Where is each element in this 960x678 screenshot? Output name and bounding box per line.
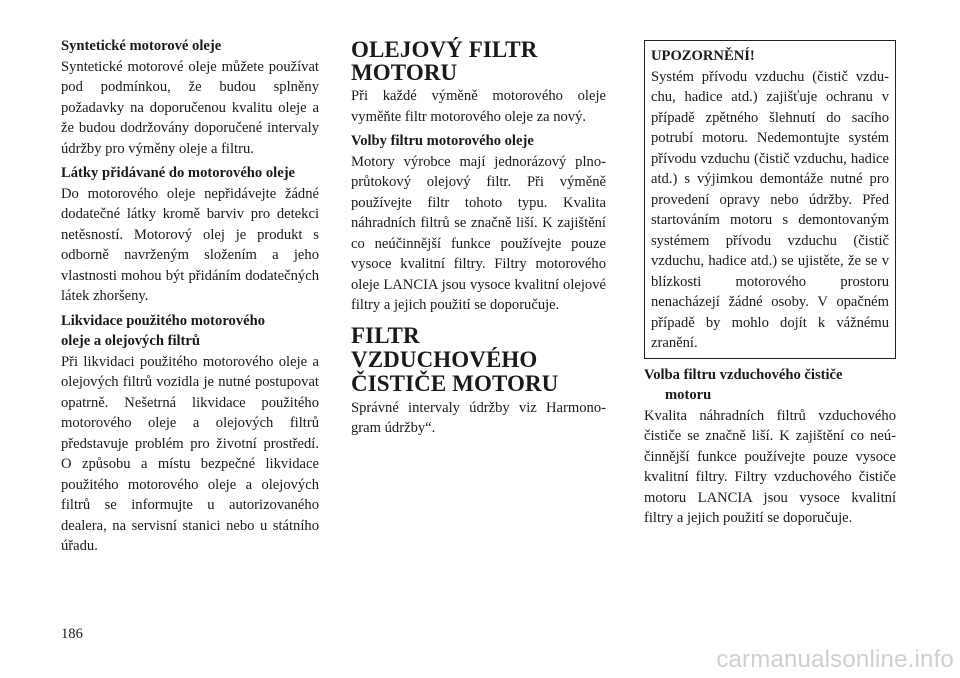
section-title-air-filter-choice bbox=[644, 365, 896, 406]
paragraph-air-cleaner-intervals: Správné intervaly údržby viz Harmonogram údržby“. bbox=[351, 399, 606, 436]
page-number: 186 bbox=[61, 626, 83, 642]
section-title-oil-disposal-line2: oleje a olejových filtrů bbox=[61, 333, 201, 349]
column-middle bbox=[351, 36, 606, 439]
paragraph-oil-filter-intro: Při každé výměně motorového oleje vyměňte filtr motorového oleje za nový. bbox=[351, 88, 606, 125]
paragraph-air-filter-choice: Kvalita náhradních filtrů vzduchového čističe se značně liší. K zajištění co neúčinnější funkce používejte pouze vysoce kvalitní filtry. Filtry vzduchového čističe motoru LANCIA jsou vysoce kvalitní filtry a jejich použití se doporučuje. bbox=[644, 407, 896, 526]
heading-oil-filter: OLEJOVÝ FILTR MOTORU bbox=[351, 37, 538, 85]
column-right bbox=[644, 36, 896, 529]
heading-air-cleaner-filter bbox=[351, 324, 606, 396]
heading-air-cleaner-line1: FILTR VZDUCHOVÉHO bbox=[351, 322, 538, 372]
paragraph-oil-filter-choice: Motory výrobce mají jednorázový plnoprůtokový olejový filtr. Při výměně používejte filtr tohoto typu. Kvalita náhradních filtrů se značně liší. K zajištění co neúčinnější funkce používejte pouze vysoce kvalitní filtry. Filtry motorového oleje LANCIA jsou vysoce kvalitní olejové filtry a jejich použití se doporučuje. bbox=[351, 153, 606, 313]
section-title-air-filter-choice-line1: Volba filtru vzduchového čističe bbox=[644, 366, 843, 383]
watermark: carmanualsonline.info bbox=[716, 646, 954, 673]
section-title-air-filter-choice-line2: motoru bbox=[665, 387, 712, 403]
paragraph-oil-additives: Do motorového oleje nepřidávejte žádné dodatečné látky kromě barviv pro detekci netěsností. Motorový olej je produkt s odborně navrženým složením a jeho vlastnosti mohou být přidáním dodatečných látek zhoršeny. bbox=[61, 185, 319, 304]
section-title-oil-filter-choice: Volby filtru motorového oleje bbox=[351, 133, 534, 149]
warning-text: Systém přívodu vzduchu (čistič vzduchu, hadice atd.) zajišťuje ochranu v případě zpětného šlehnutí do sacího potrubí motoru. Nedemontujte systém přívodu vzduchu (čistič vzduchu, hadice atd.) s výjimkou demontáže nutné pro provedení opravy nebo údržby. Před startováním motoru s demontovaným systémem přívodu vzduchu (čistič vzduchu, hadice atd.) se ujistěte, že se v blízkosti motorového prostoru nenacházejí žádné osoby. V opačném případě by mohlo dojít k vážnému zranění. bbox=[651, 68, 889, 351]
section-title-oil-disposal-line1: Likvidace použitého motorového bbox=[61, 312, 266, 329]
warning-title: UPOZORNĚNÍ! bbox=[651, 48, 755, 64]
section-title-oil-disposal bbox=[61, 311, 319, 352]
warning-box bbox=[644, 40, 896, 359]
paragraph-oil-disposal: Při likvidaci použitého motorového oleje a olejových filtrů vozidla je nutné postupovat opatrně. Nešetrná likvidace použitého motorového oleje a olejových filtrů představuje problém pro životní prostředí. O způsobu a místu bezpečné likvidace použitého motorového oleje a olejových filtrů se informujte u autorizovaného dealera, na servisní stanici nebo u státního úřadu. bbox=[61, 353, 319, 554]
heading-air-cleaner-line2: ČISTIČE MOTORU bbox=[351, 370, 559, 396]
column-left bbox=[61, 36, 319, 557]
section-title-oil-additives: Látky přidávané do motorového oleje bbox=[61, 165, 296, 181]
paragraph-synthetic-oils: Syntetické motorové oleje můžete používat pod podmínkou, že budou splněny požadavky na doporučenou kvalitu oleje a že budou dodržovány doporučené intervaly údržby pro výměny oleje a filtru. bbox=[61, 58, 319, 157]
section-title-synthetic-oils: Syntetické motorové oleje bbox=[61, 38, 222, 54]
